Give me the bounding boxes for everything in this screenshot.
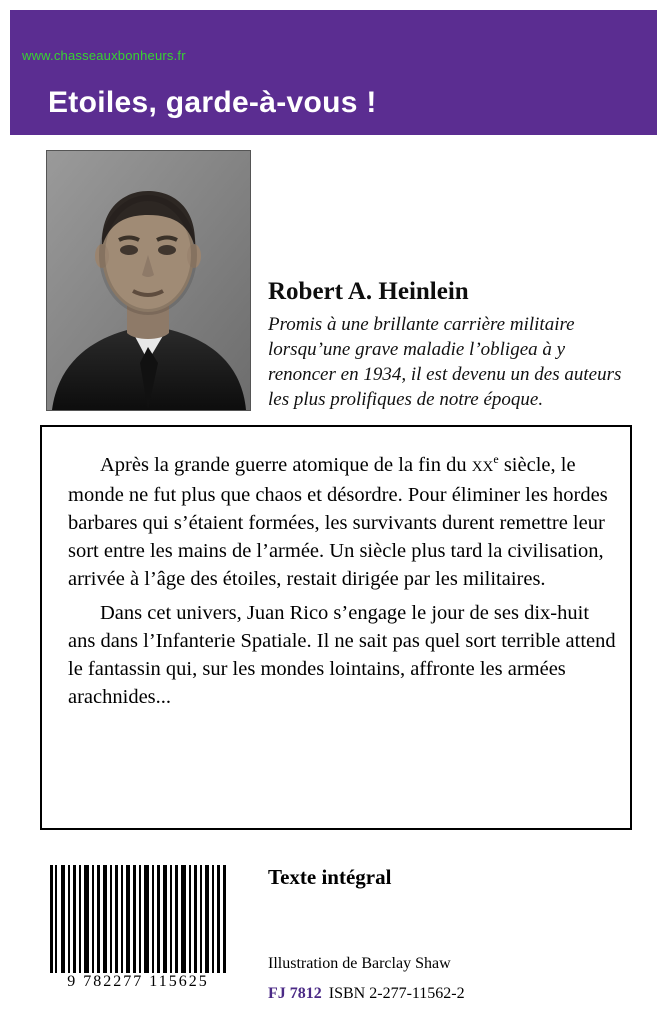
barcode-bars bbox=[48, 865, 228, 977]
author-portrait-photo bbox=[46, 150, 251, 411]
blurb-paragraph-2: Dans cet univers, Juan Rico s’engage le jour de ses dix-huit ans dans l’Infanterie Spatiale. Il ne sait pas quel sort terrible attend le fantassin qui, sur les mondes lointains, affronte les armées arachnides... bbox=[68, 601, 616, 708]
blurb-p1-part2: siècle, le monde ne fut plus que chaos et désordre. Pour éliminer les hordes barbares qui s’étaient formées, les survivants durent remettre leur sort entre les mains de l’armée. Un siècle plus tard la civilisation, arrivée à l’âge des étoiles, restait dirigée par les militaires. bbox=[68, 453, 608, 590]
isbn-number: ISBN 2-277-11562-2 bbox=[328, 985, 465, 1002]
header-band bbox=[10, 10, 657, 135]
blurb-text bbox=[68, 445, 616, 711]
portrait-illustration bbox=[47, 151, 250, 410]
catalog-code: FJ 7812 bbox=[268, 985, 322, 1002]
blurb-box bbox=[40, 425, 632, 830]
author-name: Robert A. Heinlein bbox=[268, 278, 469, 305]
barcode bbox=[48, 865, 228, 1000]
illustration-credit: Illustration de Barclay Shaw bbox=[268, 955, 451, 972]
texte-integral-label: Texte intégral bbox=[268, 865, 392, 889]
blurb-paragraph-1 bbox=[68, 445, 616, 593]
blurb-p1-part1: Après la grande guerre atomique de la fin du bbox=[100, 453, 472, 476]
blurb-century-smallcaps: XX bbox=[471, 458, 494, 475]
page-title: Etoiles, garde-à-vous ! bbox=[48, 86, 377, 119]
cover-frame bbox=[10, 10, 657, 1002]
watermark-url: www.chasseauxbonheurs.fr bbox=[22, 48, 186, 63]
author-bio: Promis à une brillante carrière militaire lorsqu’une grave maladie l’obligea à y renoncer en 1934, il est devenu un des auteurs les plus prolifiques de notre époque. bbox=[268, 314, 622, 410]
barcode-digits: 9 782277 115625 bbox=[48, 973, 228, 991]
blurb-century-superscript: e bbox=[493, 452, 499, 466]
isbn-line bbox=[268, 985, 465, 1003]
